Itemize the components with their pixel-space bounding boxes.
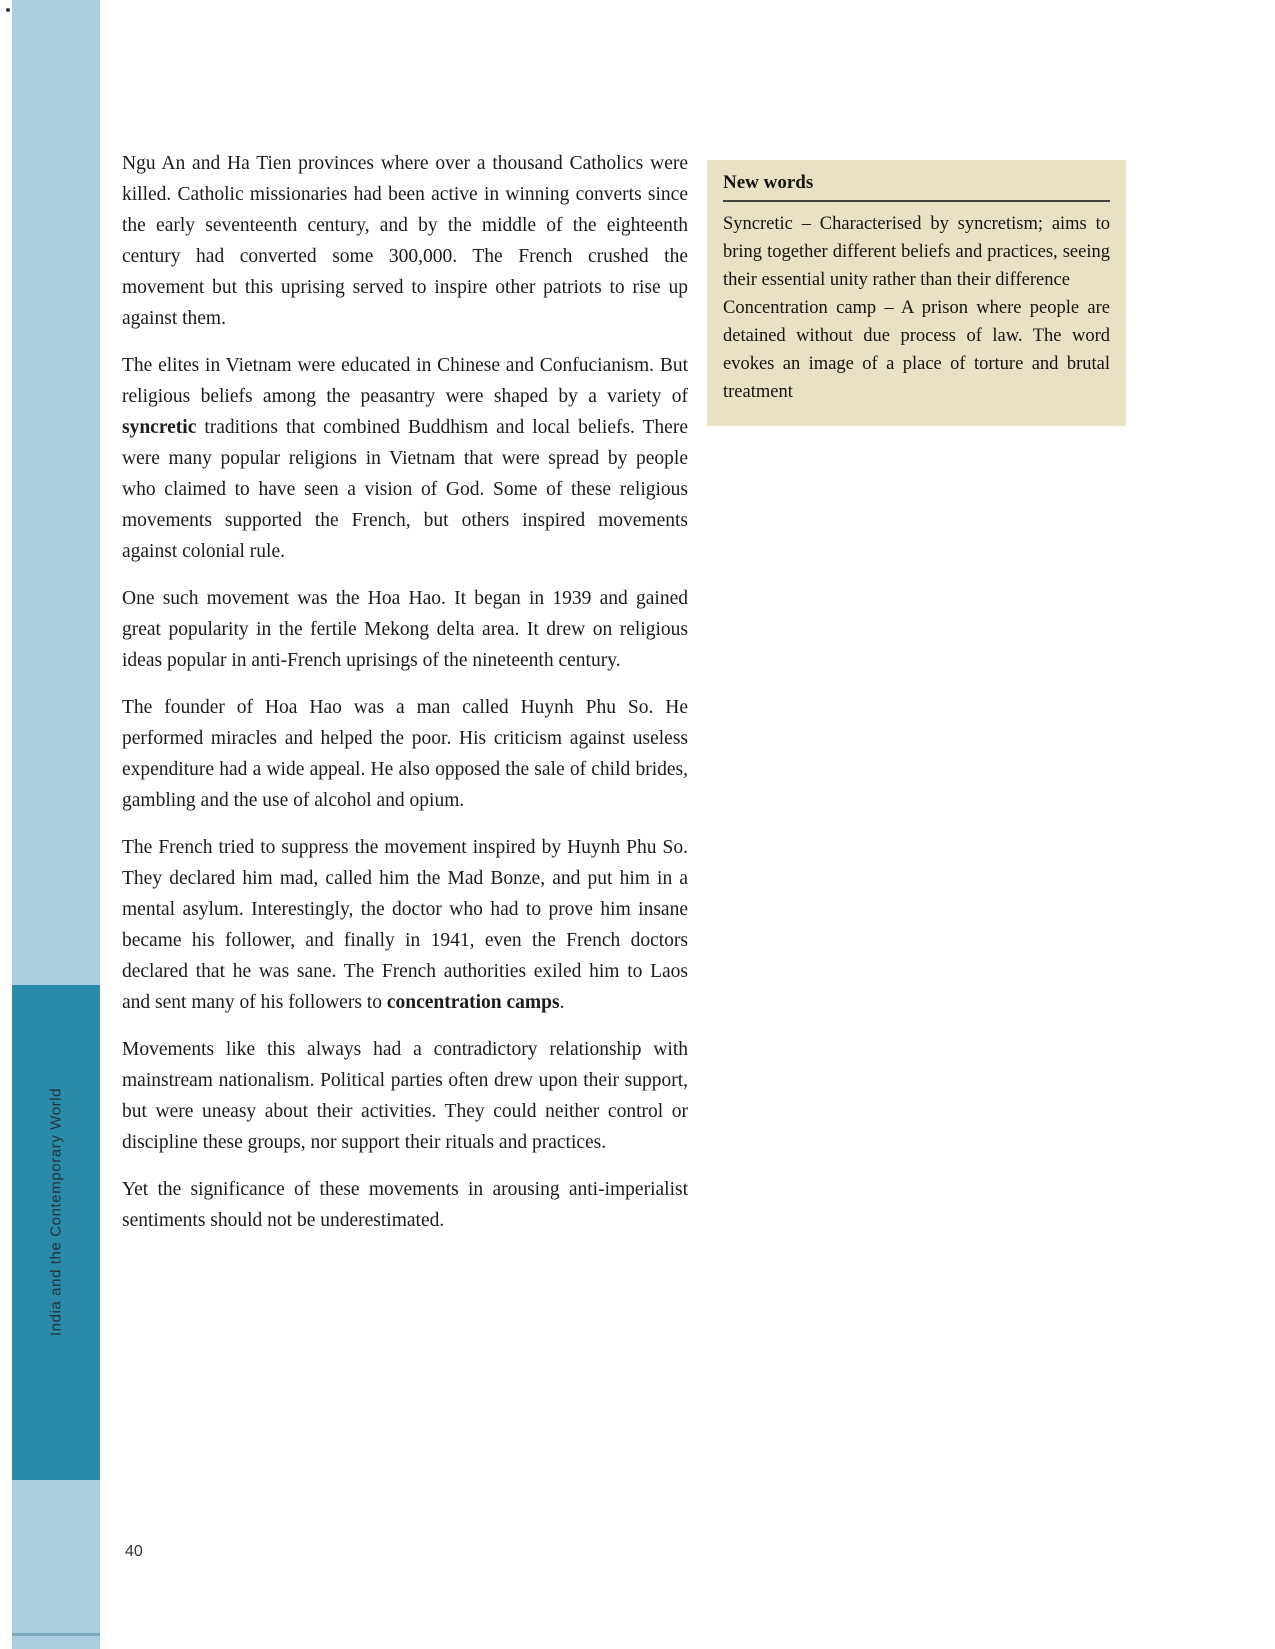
new-words-entry: Syncretic – Characterised by syncretism; aims to bring together different beliefs and practices, seeing their essential unity rather than their difference (723, 214, 1110, 290)
strip-bottom-edge (12, 1633, 100, 1636)
main-text-column (122, 148, 688, 1252)
new-words-title: New words (723, 172, 814, 193)
text-run: Yet the significance of these movements in arousing anti-imperialist sentiments should not be underestimated. (122, 1179, 688, 1231)
scan-artifact-dot (6, 8, 10, 12)
paragraph (122, 1174, 688, 1236)
new-words-entry: Concentration camp – A prison where people are detained without due process of law. The word evokes an image of a place of torture and brutal treatment (723, 298, 1110, 402)
paragraph (122, 692, 688, 816)
text-run: The elites in Vietnam were educated in Chinese and Confucianism. But religious beliefs among the peasantry were shaped by a variety of (122, 355, 688, 407)
paragraph (122, 832, 688, 1018)
paragraph (122, 1034, 688, 1158)
new-words-entries (723, 210, 1110, 406)
text-run: The French tried to suppress the movement inspired by Huynh Phu So. They declared him mad, called him the Mad Bonze, and put him in a mental asylum. Interestingly, the doctor who had to prove him insane became his follower, and finally in 1941, even the French doctors declared that he was sane. The French authorities exiled him to Laos and sent many of his followers to (122, 837, 688, 1013)
new-words-box (707, 160, 1126, 426)
page-number: 40 (125, 1543, 143, 1560)
text-run: One such movement was the Hoa Hao. It began in 1939 and gained great popularity in the fertile Mekong delta area. It drew on religious ideas popular in anti-French uprisings of the nineteenth century. (122, 588, 688, 671)
bold-term: syncretic (122, 417, 197, 438)
body-paragraphs (122, 148, 688, 1236)
paragraph (122, 350, 688, 567)
text-run: traditions that combined Buddhism and local beliefs. There were many popular religions in Vietnam that were spread by people who claimed to have seen a vision of God. Some of these religious movements supported the French, but others inspired movements against colonial rule. (122, 417, 688, 562)
text-run: The founder of Hoa Hao was a man called Huynh Phu So. He performed miracles and helped the poor. His criticism against useless expenditure had a wide appeal. He also opposed the sale of child brides, gambling and the use of alcohol and opium. (122, 697, 688, 811)
page-edge-strip (12, 0, 100, 1649)
series-title-vertical: India and the Contemporary World (47, 1087, 65, 1337)
new-words-divider (723, 200, 1110, 202)
text-run: Ngu An and Ha Tien provinces where over a thousand Catholics were killed. Catholic missionaries had been active in winning converts since the early seventeenth century, and by the middle of the eighteenth century had converted some 300,000. The French crushed the movement but this uprising served to inspire other patriots to rise up against them. (122, 153, 688, 329)
bold-term: concentration camps (386, 992, 560, 1013)
text-run: Movements like this always had a contradictory relationship with mainstream nationalism. Political parties often drew upon their support, but were uneasy about their activities. They could neither control or discipline these groups, nor support their rituals and practices. (122, 1039, 688, 1153)
paragraph (122, 148, 688, 334)
paragraph (122, 583, 688, 676)
text-run: . (559, 992, 565, 1013)
